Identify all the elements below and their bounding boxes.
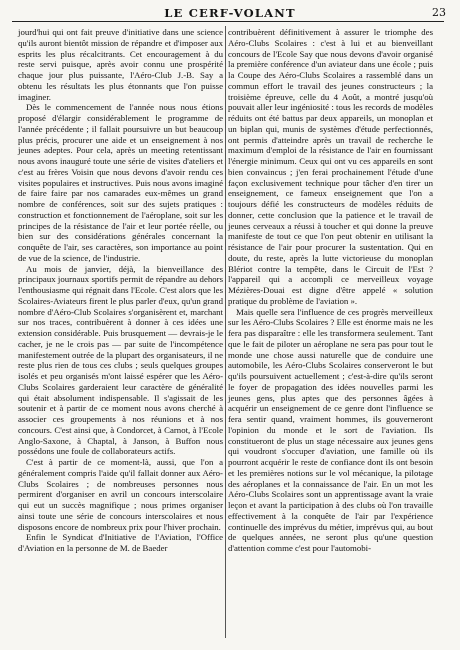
paragraph: contribuèrent définitivement à assurer le triomphe des Aéro-Clubs Scolaires : c'est à lui et au bienveillant concours de l'Ecole Say que nous devons d'avoir organisé la première conférence d'un aviateur dans une école ; puis la Coupe des Aéro-Clubs Scolaires a rassemblé dans un commun effort le travail des jeunes constructeurs ; la troisième épreuve, celle du 4 Août, a montré jusqu'où pouvait aller leur ingéniosité : tous les records de modèles réduits ont été battus par deux appareils, un monoplan et un biplan qui, munis de systèmes d'étude perfectionnés, ont permis d'atteindre après un travail de recherche le maximum d'emploi de la résistance de l'air en fournissant l'énergie minimum. Ceux qui ont vu ces appareils en sont bien convaincus ; j'en ferai prochainement l'étude d'une façon exclusivement technique pour tâcher d'en tirer un enseignement, ce fameux enseignement que l'on a toujours défié les constructeurs de modèles réduits de donner, cette conclusion que la patience et le travail de jeunes cerveaux a réussi à toucher et qui donne la preuve manifeste de tout ce que l'on peut obtenir en utilisant la résistance de l'air pour procurer la sustentation. Qui en doute, du reste, après la lutte victorieuse du monoplan Blériot contre la tempête, dans le Circuit de l'Est ? l'appareil qui a accompli ce merveilleux voyage Mézières-Douai est digne d'être appelé « solution pratique du problème de l'aviation ». xyxy=(228,27,433,306)
paragraph: Mais quelle sera l'influence de ces progrès merveilleux sur les Aéro-Clubs Scolaires ? Elle est énorme mais ne les fera pas disparaître : elle les transformera seulement. Tant que le fait de piloter un aéroplane ne sera pas pour tout le monde une chose aussi naturelle que de conduire une automobile, les Aéro-Clubs Scolaires conserveront le but qu'ils poursuivent actuellement ; c'est-à-dire qu'ils seront le foyer de propagation des idées nouvelles parmi les jeunes gens, plus aptes que des personnes âgées à acquérir un enseignement de ce genre dont l'influence se fera sentir quand, vraiment hommes, ils gouverneront l'opinion du monde et le sort de l'aviation. Ils constitueront de plus un stage nécessaire aux jeunes gens qui voudront s'occuper d'aviation, une famille où ils pourront acquérir le reste de confiance dont ils ont besoin et les premières notions sur le vol mécanique, la pilotage des aéroplanes et la connaissance de l'air. En un mot les Aéro-Clubs Scolaires sont un apprentissage avant la vraie leçon et avant la participation à des clubs où l'on travaille effectivement à la conquête de l'air par l'expérience continuelle des imprévus du métier, imprévus qui, au bout de quelques années, ne seront plus qu'une question d'attention comme c'est pour l'automobi- xyxy=(228,306,433,553)
left-column xyxy=(18,27,223,554)
running-title: LE CERF-VOLANT xyxy=(164,6,296,20)
paragraph: Enfin le Syndicat d'Initiative de l'Aviation, l'Office d'Aviation en la personne de M. de Baeder xyxy=(18,532,223,553)
column-divider xyxy=(225,26,226,638)
paragraph: Au mois de janvier, déjà, la bienveillance des principaux journaux sportifs permit de répandre au dehors l'enthousiasme qui régnait dans l'Ecole. C'est alors que les Scolaires-Aviateurs firent le plus parler d'eux, qu'un grand nombre d'Aéro-Club Scolaires s'organisèrent et, marchant sur nos traces, contribuèrent à donner à ces idées une extension considérable. Puis brusquement — devrais-je le cacher, je ne le crois pas — par suite de l'incompétence manifestement outrée de la plupart des organisateurs, il ne reste plus rien de tous ces clubs ; seuls quelques groupes isolés et peu organisés m'ont laissé espérer que les Aéro-Clubs Scolaires garderaient leur caractère de généralité qui était absolument indispensable. Il s'agissait de les soutenir et à partir de ce moment nous avons cherché à associer ces groupements à nos réunions et à nos concours. C'est ainsi que, à Condorcet, à Carnot, à l'Ecole Anglo-Saxone, à Chaptal, à Janson, à Buffon nous possédons une foule de collaborateurs actifs. xyxy=(18,263,223,457)
paragraph: jourd'hui qui ont fait preuve d'initiative dans une science qu'ils auront bientôt mission de répandre et d'imposer aux esprits les plus récalcitrants. Cet encouragement à du reste servi puisque, après avoir connu une prospérité chaque jour plus puissante, l'Aéro-Club J.-B. Say a obtenu les résultats les plus étonnants que l'on puisse imaginer. xyxy=(18,27,223,102)
paragraph: C'est à partir de ce moment-là, aussi, que l'on a généralement compris l'aide qu'il fallait donner aux Aéro-Clubs Scolaires ; de nombreuses personnes nous permirent d'organiser en avril un concours interscolaire qui eut un succès magnifique ; nous primes organiser ainsi toute une série de concours interscolaires et nous disposons encore de nombreux prix pour l'hiver prochain. xyxy=(18,457,223,532)
page-number: 23 xyxy=(432,6,446,19)
right-column xyxy=(228,27,433,554)
paragraph: Dès le commencement de l'année nous nous étions proposé d'élargir considérablement le programme de l'année précédente ; il fallait poursuivre un but beaucoup plus précis, procurer une aide et un enseignement à nos jeunes adeptes. Pour cela, après un meeting retentissant nous avons inauguré toute une série de visites d'ateliers et c'est au frères Voisin que nous devons d'avoir rendu ces visites populaires et instructives. Puis nous avons imaginé de faire faire par nos camarades eux-mêmes un grand nombre de conférences, soit sur des sujets pratiques : construction et fonctionnement de l'aéroplane, soit sur les principes de la résistance de l'air et leur portée réelle, ou bien sur des considérations générales concernant la conquête de l'air, ses caractères, son importance au point de vue de la science, de l'industrie. xyxy=(18,102,223,263)
header-rule xyxy=(12,21,444,22)
page-header xyxy=(12,6,448,22)
